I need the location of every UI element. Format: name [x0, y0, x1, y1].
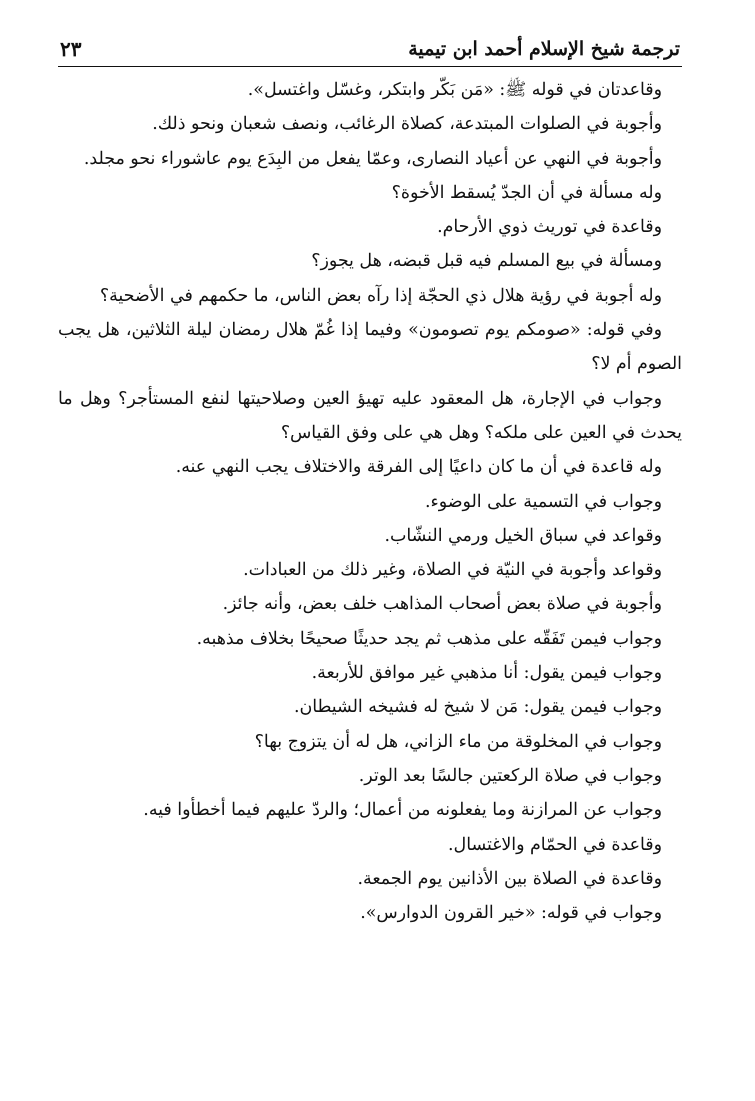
list-item: وقواعد وأجوبة في النيّة في الصلاة، وغير ذلك من العبادات.: [243, 560, 662, 581]
paragraph: وأجوبة في الصلوات المبتدعة، كصلاة الرغائب، ونصف شعبان ونحو ذلك.: [152, 114, 662, 135]
paragraph: وفي قوله: «صومكم يوم تصومون» وفيما إذا غُمّ هلال رمضان ليلة الثلاثين، هل يجب الصوم أم لا؟: [58, 320, 682, 375]
paragraph: وجواب في الإجارة، هل المعقود عليه تهيؤ العين وصلاحيتها لنفع المستأجر؟ وهل ما يحدث في العين على ملكه؟ وهل هي على وفق القياس؟: [58, 388, 682, 443]
list-item: وجواب في صلاة الركعتين جالسًا بعد الوتر.: [358, 765, 662, 786]
list-item: وأجوبة في صلاة بعض أصحاب المذاهب خلف بعض، وأنه جائز.: [222, 594, 662, 615]
page-number: ٢٣: [60, 37, 82, 61]
page-header: [58, 28, 682, 67]
list-item: وقواعد في سباق الخيل ورمي النشّاب.: [384, 525, 662, 546]
works-list: [58, 450, 682, 930]
running-title: ترجمة شيخ الإسلام أحمد ابن تيمية: [408, 38, 680, 60]
paragraph: وأجوبة في النهي عن أعياد النصارى، وعمّا يفعل من البِدَع يوم عاشوراء نحو مجلد.: [83, 148, 662, 169]
list-item: وقاعدة في الصلاة بين الأذانين يوم الجمعة.: [357, 868, 662, 889]
paragraph: وله مسألة في أن الجدّ يُسقط الأخوة؟: [391, 182, 662, 203]
list-item: وجواب عن المرازنة وما يفعلونه من أعمال؛ والردّ عليهم فيما أخطأوا فيه.: [143, 800, 662, 821]
list-item: وجواب فيمن يقول: أنا مذهبي غير موافق للأربعة.: [311, 663, 662, 684]
list-item: وجواب في المخلوقة من ماء الزاني، هل له أن يتزوج بها؟: [254, 731, 662, 752]
list-item: وجواب في التسمية على الوضوء.: [425, 491, 662, 512]
list-item: وله قاعدة في أن ما كان داعيًا إلى الفرقة والاختلاف يجب النهي عنه.: [175, 457, 662, 478]
list-item: وقاعدة في الحمّام والاغتسال.: [448, 834, 662, 855]
paragraph: وقاعدتان في قوله ﷺ: «مَن بَكّر وابتكر، وغسّل واغتسل».: [247, 80, 662, 100]
paragraph: وقاعدة في توريث ذوي الأرحام.: [437, 217, 662, 238]
list-item: وجواب في قوله: «خير القرون الدوارس».: [360, 903, 662, 924]
book-page: [58, 28, 682, 930]
list-item: وجواب فيمن يقول: مَن لا شيخ له فشيخه الشيطان.: [293, 697, 662, 718]
paragraph: ومسألة في بيع المسلم فيه قبل قبضه، هل يجوز؟: [311, 251, 662, 272]
page-body: [58, 73, 682, 930]
paragraph: وله أجوبة في رؤية هلال ذي الحجّة إذا رآه بعض الناس، ما حكمهم في الأضحية؟: [99, 285, 662, 306]
list-item: وجواب فيمن تَفَقّه على مذهب ثم يجد حديثًا صحيحًا بخلاف مذهبه.: [196, 628, 662, 649]
